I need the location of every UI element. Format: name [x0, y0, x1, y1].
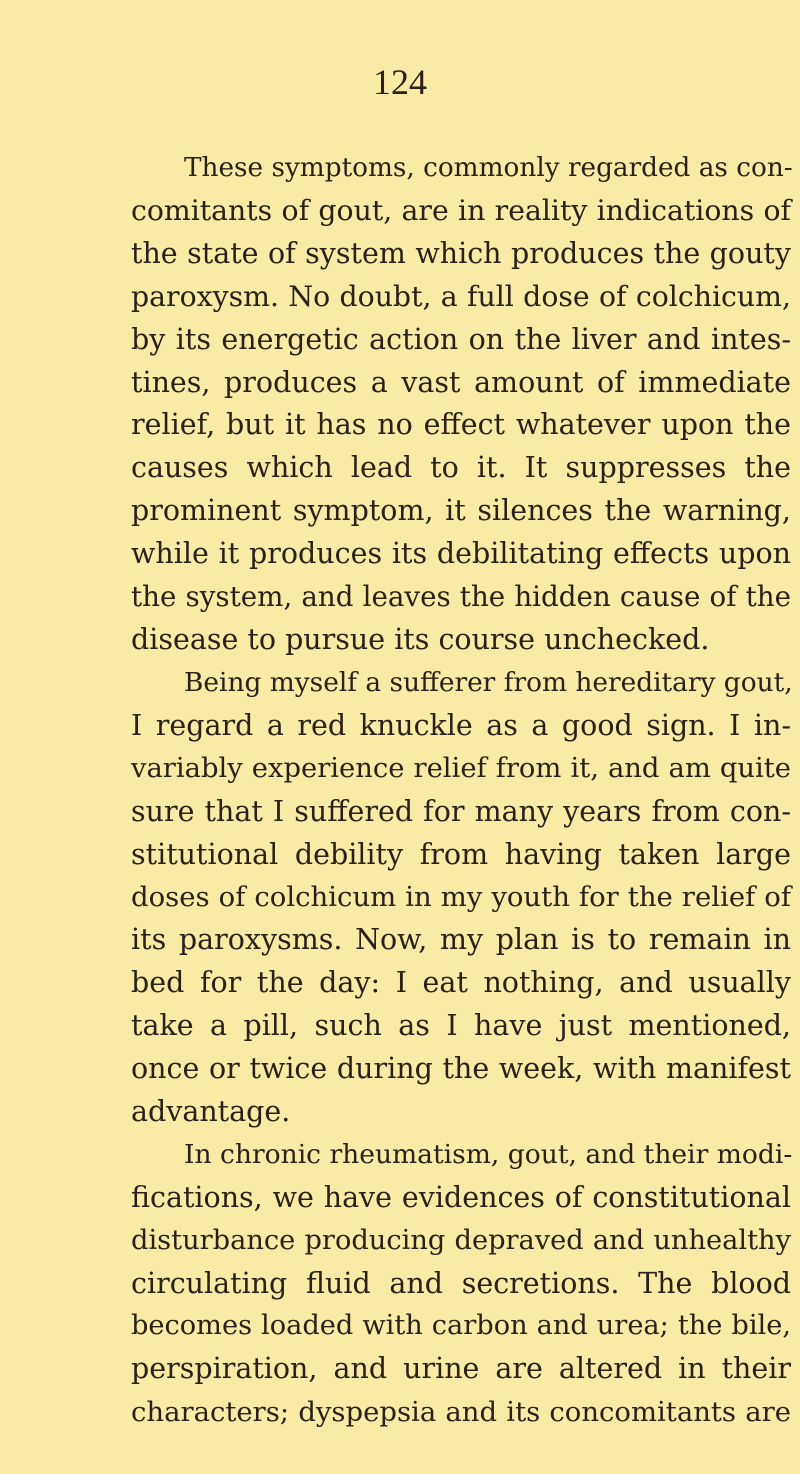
- text-line: variably experience relief from it, and am quite: [131, 752, 791, 784]
- text-line: circulating fluid and secretions. The blood: [131, 1266, 791, 1300]
- paragraph-3: [131, 1134, 791, 1434]
- text-line: perspiration, and urine are altered in their: [131, 1352, 791, 1386]
- text-line: becomes loaded with carbon and urea; the bile,: [131, 1310, 791, 1342]
- text-line: Being myself a sufferer from hereditary gout,: [184, 666, 793, 698]
- text-line: These symptoms, commonly regarded as con-: [184, 153, 793, 183]
- text-line: In chronic rheumatism, gout, and their modi-: [184, 1138, 793, 1170]
- text-line: fications, we have evidences of constitutional: [131, 1180, 791, 1214]
- text-line: once or twice during the week, with manifest: [131, 1052, 791, 1086]
- text-line: disturbance producing depraved and unhealthy: [131, 1224, 791, 1256]
- text-line: causes which lead to it. It suppresses the: [131, 451, 791, 485]
- paragraph-2: [131, 662, 791, 1134]
- text-line: the state of system which produces the gouty: [131, 236, 791, 270]
- text-line: characters; dyspepsia and its concomitants are: [131, 1396, 791, 1429]
- text-line: relief, but it has no effect whatever upon the: [131, 408, 791, 442]
- text-line: I regard a red knuckle as a good sign. I in-: [131, 708, 791, 742]
- text-line: the system, and leaves the hidden cause of the: [131, 580, 791, 614]
- text-line: by its energetic action on the liver and intes-: [131, 322, 791, 356]
- text-line: take a pill, such as I have just mentioned,: [131, 1009, 791, 1043]
- page-number: 124: [373, 62, 427, 102]
- text-line: tines, produces a vast amount of immediate: [131, 365, 791, 399]
- text-line: comitants of gout, are in reality indications of: [131, 193, 791, 227]
- text-line: doses of colchicum in my youth for the relief of: [131, 881, 791, 914]
- text-line: stitutional debility from having taken large: [131, 837, 791, 871]
- text-line: bed for the day: I eat nothing, and usually: [131, 966, 791, 1000]
- text-line: paroxysm. No doubt, a full dose of colchicum,: [131, 279, 791, 313]
- text-line: disease to pursue its course unchecked.: [131, 622, 710, 656]
- paragraph-1: [131, 147, 791, 662]
- text-line: while it produces its debilitating effects upon: [131, 537, 791, 571]
- text-line: prominent symptom, it silences the warning,: [131, 494, 791, 528]
- text-line: its paroxysms. Now, my plan is to remain in: [131, 923, 791, 957]
- body-text: [131, 147, 791, 1434]
- text-line: advantage.: [131, 1094, 291, 1128]
- text-line: sure that I suffered for many years from con-: [131, 794, 791, 828]
